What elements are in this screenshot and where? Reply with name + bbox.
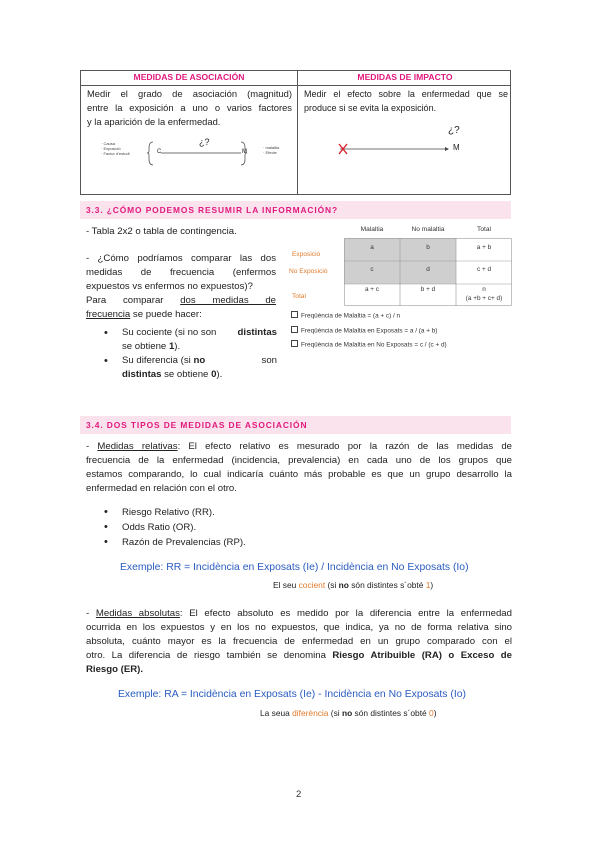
effect-node: M bbox=[242, 149, 247, 155]
impact-question-mark: ¿? bbox=[448, 125, 460, 136]
impact-arrow bbox=[305, 137, 455, 157]
cell-c-plus-d: c + d bbox=[476, 266, 492, 273]
col-header-total: Total bbox=[477, 226, 491, 233]
row-header-exposed: Exposició bbox=[292, 251, 321, 258]
col-header-no-disease: No malaltia bbox=[411, 226, 445, 233]
cause-node: C bbox=[157, 149, 162, 155]
checkbox-icon bbox=[291, 311, 298, 318]
contingency-intro: - Tabla 2x2 o tabla de contingencia. bbox=[86, 226, 237, 237]
legend-item: Freqüència de Malaltia en Exposats = a / (a + b) bbox=[291, 326, 516, 335]
list-item: • Razón de Prevalencias (RP). bbox=[102, 535, 402, 550]
frequency-legend bbox=[291, 311, 516, 349]
list-item: • Su diferencia (si no son distintas se obtiene 0). bbox=[102, 354, 277, 382]
absolute-measures-paragraph: - Medidas absolutas: El efecto absoluto es medido por la diferencia entre la enfermedad ocurrida en los expuestos y en los no expuestos, que indica, ya no de forma relativa sino absoluta, cuánto mayor es la frecuencia de enfermedad en un grupo comparado con el otro. La diferencia de riesgo también se denomina Riesgo Atribuible (RA) o Exceso de Riesgo (ER). bbox=[86, 608, 512, 675]
section-3-4-title: 3.4. DOS TIPOS DE MEDIDAS DE ASOCIACIÓN bbox=[86, 420, 308, 430]
impact-effect-node: M bbox=[453, 143, 460, 152]
legend-item: Freqüència de Malaltia en No Exposats = c / (c + d) bbox=[291, 340, 516, 349]
row-header-total: Total bbox=[292, 293, 306, 300]
cell-a-plus-b: a + b bbox=[476, 244, 492, 251]
list-item: • Riesgo Relativo (RR). bbox=[102, 505, 402, 520]
association-description: Medir el grado de asociación (magnitud) entre la exposición a uno o varios factores y la aparición de la enfermedad. bbox=[87, 88, 292, 127]
cell-a-plus-c: a + c bbox=[364, 286, 380, 293]
association-diagram bbox=[101, 139, 291, 167]
page-number: 2 bbox=[296, 789, 302, 800]
legend-item: Freqüència de Malaltia = (a + c) / n bbox=[291, 311, 516, 320]
association-impact-table bbox=[80, 70, 511, 195]
impact-description: Medir el efecto sobre la enfermedad que se produce si se evita la exposición. bbox=[304, 89, 508, 113]
list-item: • Odds Ratio (OR). bbox=[102, 520, 402, 535]
section-3-4-header bbox=[80, 416, 511, 434]
outcome-labels: · malaltia · Efecte bbox=[263, 145, 280, 155]
relative-measures-list bbox=[102, 505, 402, 550]
rr-example: Exemple: RR = Incidència en Exposats (Ie) / Incidència en No Exposats (Io) bbox=[120, 562, 469, 573]
checkbox-icon bbox=[291, 326, 298, 333]
contingency-table bbox=[344, 238, 512, 306]
checkbox-icon bbox=[291, 340, 298, 347]
ra-note: La seua diferència (si no són distintes s´obté 0) bbox=[260, 708, 437, 718]
cell-n-formula: (a +b + c+ d) bbox=[465, 295, 503, 302]
table-divider bbox=[297, 71, 298, 194]
association-header: MEDIDAS DE ASOCIACIÓN bbox=[133, 72, 245, 82]
impact-diagram bbox=[305, 123, 505, 163]
cell-a: a bbox=[370, 244, 374, 251]
cell-n: n bbox=[482, 286, 486, 293]
comparison-question: - ¿Cómo podríamos comparar las dos medidas de frecuencia (enfermos expuestos vs enfermos no expuestos)? Para comparar dos medidas de frecuencia se puede hacer: bbox=[86, 253, 276, 320]
section-3-3-header bbox=[80, 201, 511, 219]
ra-example: Exemple: RA = Incidència en Exposats (Ie) - Incidència en No Exposats (Io) bbox=[118, 689, 466, 700]
cell-d: d bbox=[426, 266, 430, 273]
cell-b: b bbox=[426, 244, 430, 251]
section-3-3-title: 3.3. ¿CÓMO PODEMOS RESUMIR LA INFORMACIÓN? bbox=[86, 205, 338, 215]
relative-measures-paragraph: - Medidas relativas: El efecto relativo es mesurado por la razón de las medidas de frecuencia de la enfermedad (incidencia, prevalencia) en cada uno de los grupos que estamos comparando, lo cual indicaría cuánto más probable es que un grupo desarrollo la enfermedad en relación con el otro. bbox=[86, 441, 512, 494]
exposure-labels: · Causa · Exposició · Factor d'estudi bbox=[101, 141, 130, 156]
col-header-disease: Malaltia bbox=[360, 226, 384, 233]
impact-header: MEDIDAS DE IMPACTO bbox=[357, 72, 453, 82]
row-header-unexposed: No Exposició bbox=[289, 268, 328, 275]
question-mark: ¿? bbox=[199, 137, 210, 147]
list-item: • Su cociente (si no son distintas se obtiene 1). bbox=[102, 326, 277, 354]
cell-c: c bbox=[370, 266, 374, 273]
table-header-rule bbox=[81, 85, 510, 86]
rr-note: El seu cocient (si no són distintes s´obté 1) bbox=[273, 580, 434, 590]
comparison-methods-list bbox=[102, 326, 277, 382]
cell-b-plus-d: b + d bbox=[420, 286, 436, 293]
